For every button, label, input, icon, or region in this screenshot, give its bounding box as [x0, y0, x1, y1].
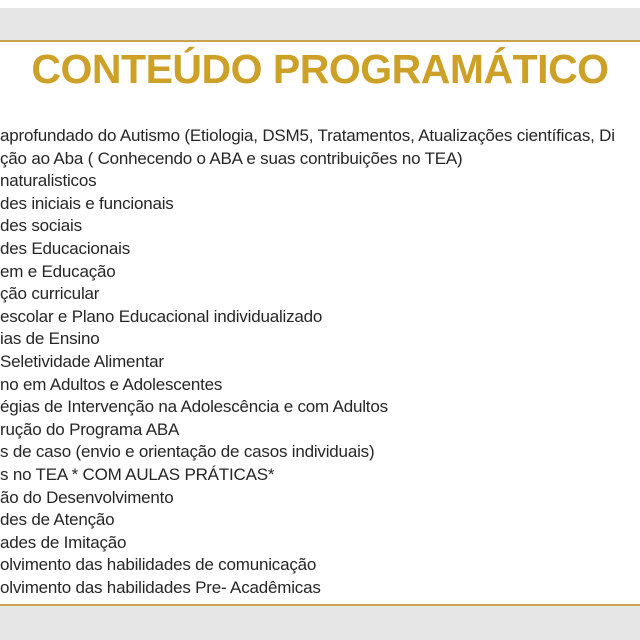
topic-item: ades de Imitação: [0, 532, 127, 552]
topic-item: ção ao Aba ( Conhecendo o ABA e suas contribuições no TEA): [0, 148, 463, 168]
topic-item: ção curricular: [0, 284, 100, 304]
topic-item: olvimento das habilidades Pre- Acadêmicas: [0, 577, 321, 597]
topic-list: [0, 125, 640, 605]
topic-item: naturalisticos: [0, 171, 97, 191]
topic-item: des de Atenção: [0, 510, 115, 530]
topic-item: Seletividade Alimentar: [0, 351, 164, 371]
topic-item: égias de Intervenção na Adolescência e com Adultos: [0, 397, 388, 417]
topic-item: aprofundado do Autismo (Etiologia, DSM5, Tratamentos, Atualizações científicas, Di: [0, 126, 615, 145]
topic-item: no em Adultos e Adolescentes: [0, 374, 223, 394]
topic-item: des sociais: [0, 216, 82, 236]
footer-band: [0, 604, 640, 640]
topic-item: s de caso (envio e orientação de casos individuais): [0, 442, 375, 462]
topic-item: des Educacionais: [0, 238, 131, 258]
topic-item: escolar e Plano Educacional individualizado: [0, 306, 323, 326]
topic-item: rução do Programa ABA: [0, 419, 180, 439]
topic-item: ias de Ensino: [0, 329, 100, 349]
topic-item: em e Educação: [0, 261, 116, 281]
topic-item: s no TEA * COM AULAS PRÁTICAS*: [0, 464, 275, 484]
topic-item: des iniciais e funcionais: [0, 193, 174, 213]
slide-title: CONTEÚDO PROGRAMÁTICO: [31, 46, 609, 92]
topic-item: olvimento das habilidades de comunicação: [0, 555, 317, 575]
header-band: [0, 8, 640, 42]
topic-item: ão do Desenvolvimento: [0, 487, 174, 507]
